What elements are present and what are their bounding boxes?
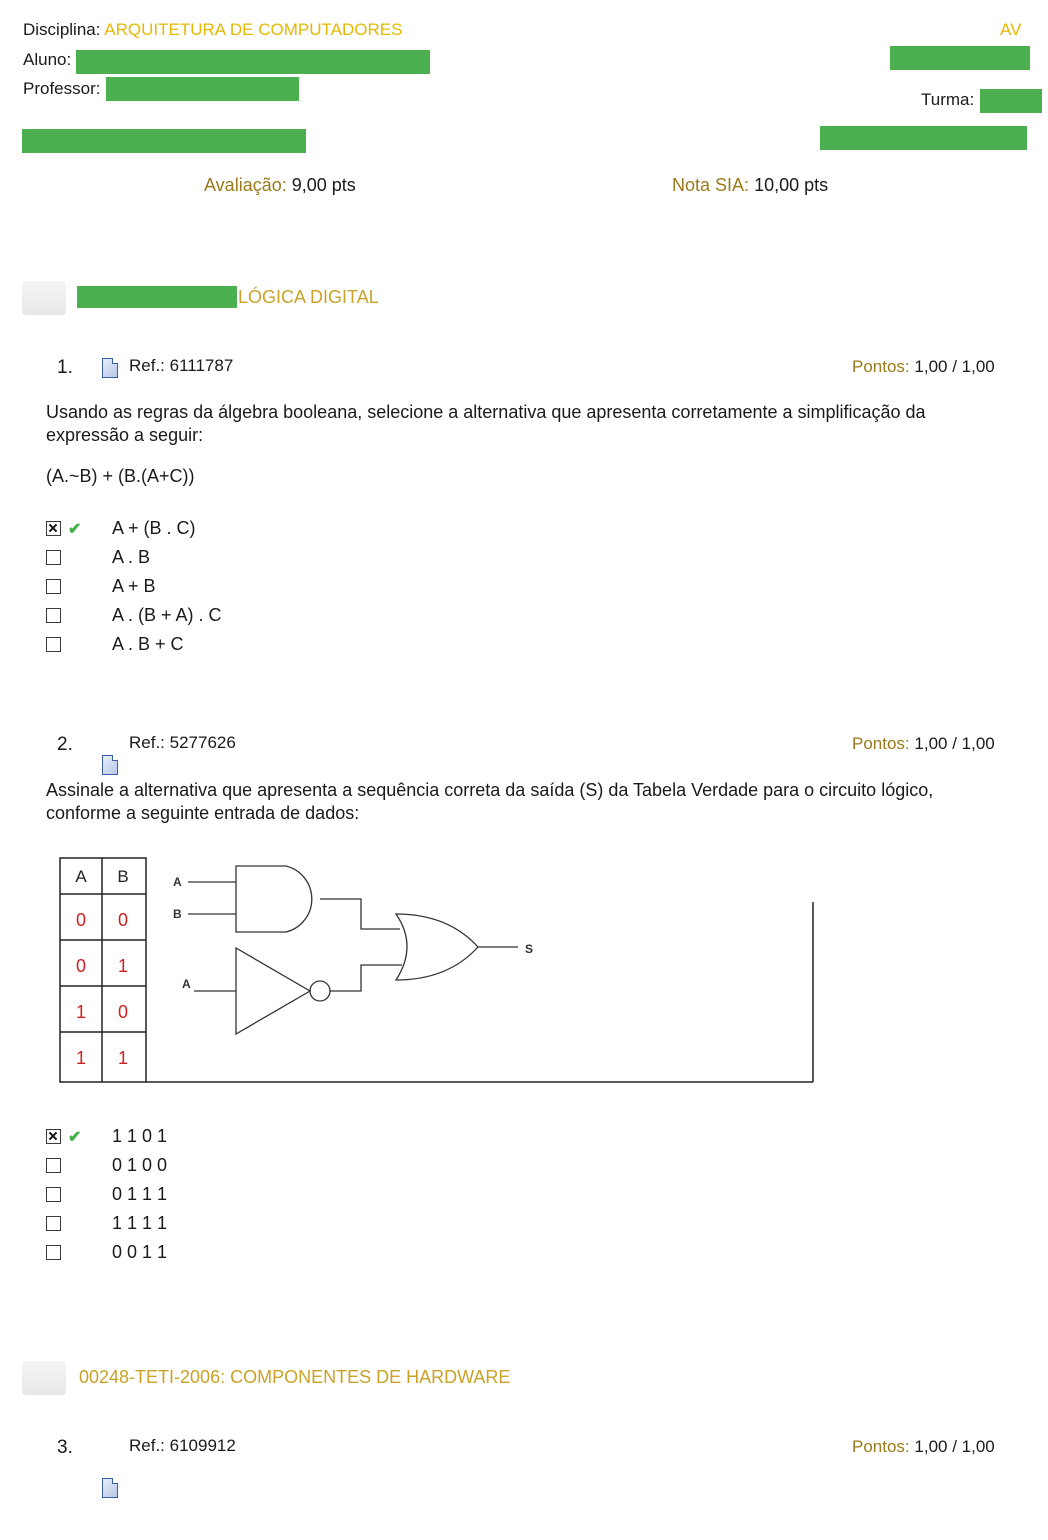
redacted-left-info <box>22 129 306 153</box>
checkbox[interactable] <box>46 1158 61 1173</box>
circuit-label-s: S <box>525 942 534 956</box>
pontos-value: 1,00 <box>914 1437 948 1456</box>
redacted-turma <box>980 89 1042 113</box>
question-3-pontos <box>852 1437 995 1457</box>
table-cell: 0 <box>75 910 87 930</box>
aluno-label: Aluno: <box>23 50 72 69</box>
pontos-value: 1,00 <box>914 357 948 376</box>
pontos-label: Pontos: <box>852 357 910 376</box>
table-cell: 1 <box>75 1002 87 1022</box>
avaliacao-score <box>204 175 356 196</box>
figure-frame <box>146 902 813 1082</box>
table-header-b: B <box>117 867 129 886</box>
not-gate <box>236 948 310 1034</box>
table-cell: 1 <box>117 956 129 976</box>
question-1-pontos <box>852 357 995 377</box>
option-text: A + (B . C) <box>112 517 196 538</box>
question-1-option-3[interactable] <box>46 573 156 599</box>
document-icon <box>102 755 118 775</box>
circuit-label-a1: A <box>173 875 182 889</box>
option-text: A . B + C <box>112 633 184 654</box>
redacted-section-code <box>77 286 237 308</box>
question-3-ref: Ref.: 6109912 <box>129 1436 236 1455</box>
question-1-option-5[interactable] <box>46 631 184 657</box>
option-text: A . B <box>112 546 151 567</box>
checkbox-checked[interactable] <box>46 521 61 536</box>
option-text: 0 1 0 0 <box>112 1154 168 1175</box>
professor-label: Professor: <box>23 79 101 98</box>
nota-sia-value: 10,00 pts <box>754 175 829 195</box>
table-cell: 0 <box>117 1002 129 1022</box>
table-cell: 0 <box>75 956 87 976</box>
question-2-ref: Ref.: 5277626 <box>129 733 236 752</box>
question-2-option-2[interactable] <box>46 1152 168 1178</box>
question-2-option-1[interactable] <box>46 1123 168 1149</box>
pontos-label: Pontos: <box>852 734 910 753</box>
disciplina-row <box>23 20 402 40</box>
redacted-right-info <box>820 126 1027 150</box>
document-icon <box>102 1478 118 1498</box>
table-header-a: A <box>75 867 87 886</box>
nota-sia-score <box>672 175 828 196</box>
table-cell: 1 <box>75 1048 87 1068</box>
section-title-logica-digital: LÓGICA DIGITAL <box>238 287 379 307</box>
truth-table-circuit-figure <box>58 856 816 1086</box>
question-2-option-4[interactable] <box>46 1210 168 1236</box>
checkbox[interactable] <box>46 550 61 565</box>
option-text: A + B <box>112 575 156 596</box>
pontos-value: 1,00 <box>914 734 948 753</box>
avaliacao-value: 9,00 pts <box>291 175 356 195</box>
question-2-option-3[interactable] <box>46 1181 168 1207</box>
check-mark-icon: ✔ <box>68 521 82 538</box>
or-gate <box>396 914 478 980</box>
disciplina-label: Disciplina: <box>23 20 101 39</box>
question-1-option-2[interactable] <box>46 544 151 570</box>
question-1-text: Usando as regras da álgebra booleana, selecione a alternativa que apresenta corretamente a simplificação da expressão a seguir: <box>46 402 926 445</box>
question-2-text: Assinale a alternativa que apresenta a sequência correta da saída (S) da Tabela Verdade para o circuito lógico, conforme a seguinte entrada de dados: <box>46 780 934 823</box>
checkbox[interactable] <box>46 1245 61 1260</box>
question-3-number: 3. <box>57 1437 73 1458</box>
pontos-total: / 1,00 <box>952 1437 995 1456</box>
not-bubble <box>310 981 330 1001</box>
pontos-label: Pontos: <box>852 1437 910 1456</box>
question-1-option-4[interactable] <box>46 602 222 628</box>
avaliacao-label: Avaliação: <box>204 175 287 195</box>
section-icon <box>22 1361 66 1395</box>
check-mark-icon: ✔ <box>68 1129 82 1146</box>
circuit-label-b1: B <box>173 907 182 921</box>
and-gate <box>236 866 312 932</box>
table-cell: 0 <box>117 910 129 930</box>
option-text: 1 1 0 1 <box>112 1125 168 1146</box>
nota-sia-label: Nota SIA: <box>672 175 750 195</box>
section-title-componentes-hardware: 00248-TETI-2006: COMPONENTES DE HARDWARE <box>79 1367 511 1387</box>
option-text: 1 1 1 1 <box>112 1212 168 1233</box>
question-1-option-1[interactable] <box>46 515 196 541</box>
question-1-ref: Ref.: 6111787 <box>129 356 234 375</box>
redacted-aluno <box>76 50 430 74</box>
document-icon <box>102 358 118 378</box>
question-1-expression: (A.~B) + (B.(A+C)) <box>46 466 195 486</box>
checkbox[interactable] <box>46 1187 61 1202</box>
checkbox[interactable] <box>46 579 61 594</box>
checkbox[interactable] <box>46 1216 61 1231</box>
question-2-pontos <box>852 734 995 754</box>
redacted-id <box>890 46 1030 70</box>
table-cell: 1 <box>117 1048 129 1068</box>
option-text: 0 0 1 1 <box>112 1241 168 1262</box>
section-icon <box>22 281 66 315</box>
av-label: AV <box>1000 20 1022 39</box>
option-text: A . (B + A) . C <box>112 604 222 625</box>
disciplina-value: ARQUITETURA DE COMPUTADORES <box>104 20 403 39</box>
checkbox[interactable] <box>46 608 61 623</box>
question-2-option-5[interactable] <box>46 1239 168 1265</box>
option-text: 0 1 1 1 <box>112 1183 168 1204</box>
circuit-label-a2: A <box>182 977 191 991</box>
logic-circuit <box>188 866 518 1034</box>
checkbox-checked[interactable] <box>46 1129 61 1144</box>
truth-table-grid <box>60 858 146 1082</box>
redacted-professor <box>106 77 299 101</box>
pontos-total: / 1,00 <box>952 734 995 753</box>
question-1-number: 1. <box>57 357 73 378</box>
checkbox[interactable] <box>46 637 61 652</box>
question-2-number: 2. <box>57 734 73 755</box>
pontos-total: / 1,00 <box>952 357 995 376</box>
turma-label: Turma: <box>921 90 975 109</box>
